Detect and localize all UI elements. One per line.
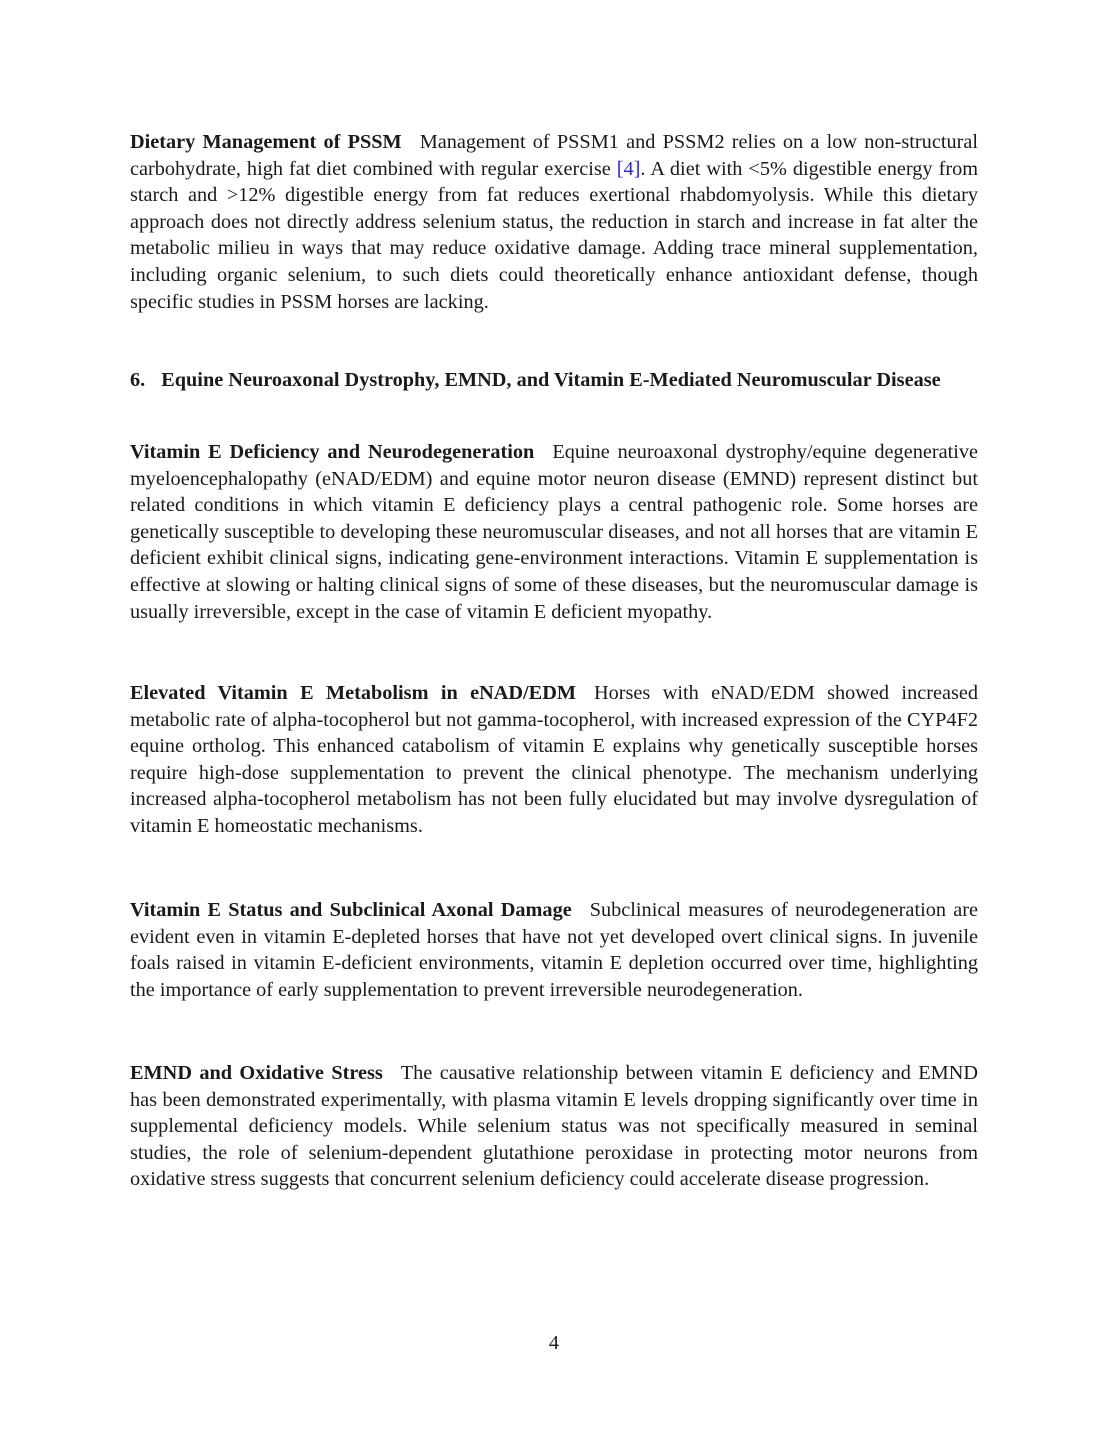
heading-separator xyxy=(402,147,420,148)
section-heading xyxy=(130,367,978,394)
paragraph-text: The causative relationship between vitamin E deficiency and EMND has been demonstrated experimentally, with plasma vitamin E levels dropping significantly over time in supplemental deficiency models. While selenium status was not specifically measured in seminal studies, the role of selenium-dependent glutathione peroxidase in protecting motor neurons from oxidative stress suggests that concurrent selenium deficiency could accelerate disease progression. xyxy=(130,1062,978,1191)
paragraph-run-in-heading: Dietary Management of PSSM xyxy=(130,131,402,153)
paragraph-run-in-heading: Elevated Vitamin E Metabolism in eNAD/EDM xyxy=(130,682,576,704)
paragraph xyxy=(130,129,978,315)
paragraph-text: Management of PSSM1 and PSSM2 relies on a low non-structural carbohydrate, high fat diet combined with regular exercise xyxy=(130,131,978,180)
heading-separator xyxy=(534,457,552,458)
paragraph-text: . A diet with <5% digestible energy from starch and >12% digestible energy from fat reduces exertional rhabdomyolysis. While this dietary approach does not directly address selenium status, the reduction in starch and increase in fat alter the metabolic milieu in ways that may reduce oxidative damage. Adding trace mineral supplementation, including organic selenium, to such diets could theoretically enhance antioxidant defense, though specific studies in PSSM horses are lacking. xyxy=(130,157,979,313)
paragraph-text: Subclinical measures of neurodegeneration are evident even in vitamin E-depleted horses that have not yet developed overt clinical signs. In juvenile foals raised in vitamin E-deficient environments, vitamin E depletion occurred over time, highlighting the importance of early supplementation to prevent irreversible neurodegeneration. xyxy=(130,899,979,1001)
paragraph-run-in-heading: Vitamin E Deficiency and Neurodegeneration xyxy=(130,441,535,463)
citation-link[interactable]: [4] xyxy=(616,157,641,180)
paragraph xyxy=(130,1060,978,1193)
paragraph xyxy=(130,897,978,1003)
heading-separator xyxy=(383,1078,401,1079)
section-number: 6. xyxy=(130,369,146,391)
paragraph xyxy=(130,680,978,840)
paragraph-run-in-heading: Vitamin E Status and Subclinical Axonal Damage xyxy=(130,899,572,921)
section-title: Equine Neuroaxonal Dystrophy, EMND, and Vitamin E-Mediated Neuromuscular Disease xyxy=(161,369,941,391)
page-number: 4 xyxy=(548,1332,560,1354)
paragraph-text: Equine neuroaxonal dystrophy/equine degenerative myeloencephalopathy (eNAD/EDM) and equine motor neuron disease (EMND) represent distinct but related conditions in which vitamin E deficiency plays a central pathogenic role. Some horses are genetically susceptible to developing these neuromuscular diseases, and not all horses that are vitamin E deficient exhibit clinical signs, indicating gene-environment interactions. Vitamin E supplementation is effective at slowing or halting clinical signs of some of these diseases, but the neuromuscular damage is usually irreversible, except in the case of vitamin E deficient myopathy. xyxy=(130,441,979,623)
page-footer xyxy=(130,1330,978,1357)
paragraph-run-in-heading: EMND and Oxidative Stress xyxy=(130,1062,383,1084)
heading-separator xyxy=(576,698,594,699)
heading-separator xyxy=(572,915,590,916)
paragraph-text: Horses with eNAD/EDM showed increased metabolic rate of alpha-tocopherol but not gamma-tocopherol, with increased expression of the CYP4F2 equine ortholog. This enhanced catabolism of vitamin E explains why genetically susceptible horses require high-dose supplementation to prevent the clinical phenotype. The mechanism underlying increased alpha-tocopherol metabolism has not been fully elucidated but may involve dysregulation of vitamin E homeostatic mechanisms. xyxy=(130,682,979,837)
paragraph xyxy=(130,439,978,625)
